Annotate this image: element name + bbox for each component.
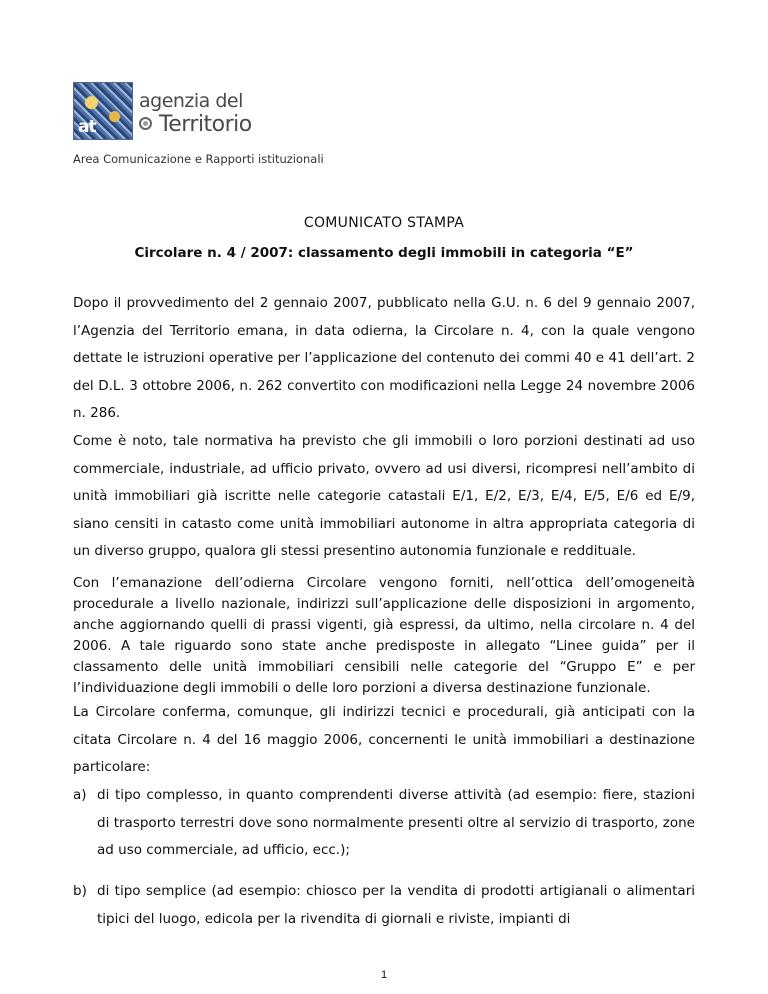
paragraph-2: Come è noto, tale normativa ha previsto che gli immobili o loro porzioni destinati ad uso commerciale, industriale, ad ufficio privato, ovvero ad usi diversi, ricompresi nell’ambito di unità immobiliari già iscritte nelle categorie catastali E/1, E/2, E/3, E/4, E/5, E/6 ed E/9, siano censiti in catasto come unità immobiliari autonome in altra appropriata categoria di un diverso gruppo, qualora gli stessi presentino autonomia funzionale e reddituale. <box>73 433 695 559</box>
logo-text-line2: Territorio <box>159 112 252 137</box>
paragraph-3: Con l’emanazione dell’odierna Circolare vengono forniti, nell’ottica dell’omogeneità procedurale a livello nazionale, indirizzi sull’applicazione delle disposizioni in argomento, anche aggiornando quelli di prassi vigenti, già espressi, da ultimo, nella circolare n. 4 del 2006. A tale riguardo sono state anche predisposte in allegato “Linee guida” per il classamento delle unità immobiliari censibili nelle categorie del “Gruppo E” e per l’individuazione degli immobili o delle loro porzioni a diversa destinazione funzionale. <box>73 575 695 696</box>
list-marker: a) <box>73 787 87 803</box>
emblem-icon <box>139 117 152 130</box>
list-item-text: di tipo complesso, in quanto comprendenti diverse attività (ad esempio: fiere, stazioni di trasporto terrestri dove sono normalmente presenti oltre al servizio di trasporto, zone ad uso commerciale, ad ufficio, ecc.); <box>97 787 695 858</box>
paragraph-1: Dopo il provvedimento del 2 gennaio 2007, pubblicato nella G.U. n. 6 del 9 gennaio 2007, l’Agenzia del Territorio emana, in data odierna, la Circolare n. 4, con la quale vengono dettate le istruzioni operative per l’applicazione del contenuto dei commi 40 e 41 dell’art. 2 del D.L. 3 ottobre 2006, n. 262 convertito con modificazioni nella Legge 24 novembre 2006 n. 286. <box>73 295 695 421</box>
list-item-text: di tipo semplice (ad esempio: chiosco per la vendita di prodotti artigianali o alimentari tipici del luogo, edicola per la rivendita di giornali e riviste, impianti di <box>97 883 695 927</box>
list-item <box>73 782 695 865</box>
list-marker: b) <box>73 883 87 899</box>
page-number: 1 <box>380 969 388 981</box>
logo-text-line1: agenzia del <box>139 90 243 112</box>
document-title: COMUNICATO STAMPA <box>303 215 465 231</box>
paragraph-4: La Circolare conferma, comunque, gli indirizzi tecnici e procedurali, già anticipati con la citata Circolare n. 4 del 16 maggio 2006, concernenti le unità immobiliari a destinazione particolare: <box>73 704 695 775</box>
logo-monogram: at <box>78 117 96 137</box>
list-item <box>73 878 695 933</box>
department-label: Area Comunicazione e Rapporti istituzionali <box>73 152 324 166</box>
agency-logo <box>73 82 263 142</box>
logo-image <box>73 82 133 140</box>
document-subtitle: Circolare n. 4 / 2007: classamento degli immobili in categoria “E” <box>134 245 634 261</box>
